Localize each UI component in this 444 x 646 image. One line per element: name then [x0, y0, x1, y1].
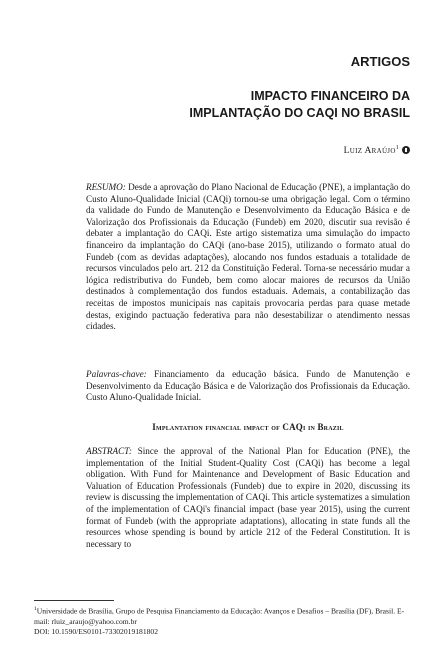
section-label: ARTIGOS — [350, 54, 410, 69]
footnote-divider — [34, 600, 114, 601]
footnote-mark: 1 — [34, 606, 37, 612]
keywords-label: Palavras-chave: — [86, 369, 147, 379]
footnote-affiliation: Universidade de Brasília, Grupo de Pesquisa Financiamento da Educação: Avanços e Desafios – Brasília (DF), Brasil. E-mail: rluiz_araujo@yahoo.com.br — [34, 606, 405, 626]
footnote — [34, 604, 414, 637]
author-footnote-mark: 1 — [395, 145, 399, 151]
title-line-2: IMPLANTAÇÃO DO CAQI NO BRASIL — [189, 106, 410, 120]
author-line — [344, 145, 410, 156]
abstract-text: Since the approval of the National Plan for Education (PNE), the implementation of the Initial Student-Quality Cost (CAQi) has become a legal obligation. With Fund for Maintenance and Development of Basic Education and Valuation of Education Professionals (Fundeb) due to expire in 2020, discussing its review is discussing the implementation of CAQi. This article systematizes a simulation of the implementation of CAQi's financial impact (base year 2015), using the current format of Fundeb (with the appropriate adaptations), allocating in state funds all the resources whose spending is bound by article 212 of the Federal Constitution. It is necessary to — [86, 446, 410, 549]
orcid-icon[interactable] — [402, 146, 410, 154]
resumo-paragraph — [86, 182, 410, 333]
abstract-paragraph — [86, 446, 410, 550]
author-name: Luiz Araújo — [343, 146, 396, 157]
keywords-paragraph — [86, 369, 410, 404]
english-title: Implantation financial impact of CAQi in Brazil — [152, 422, 344, 432]
keywords-text: Financiamento da educação básica. Fundo de Manutenção e Desenvolvimento da Educação Básica e de Valorização dos Profissionais da Educação. Custo Aluno-Qualidade Inicial. — [86, 369, 411, 403]
article-title — [80, 88, 410, 122]
resumo-label: RESUMO: — [86, 182, 126, 192]
abstract-label: ABSTRACT: — [86, 446, 132, 456]
footnote-doi: DOI: 10.1590/ES0101-73302019181802 — [34, 626, 159, 636]
title-line-1: IMPACTO FINANCEIRO DA — [250, 89, 410, 103]
resumo-text: Desde a aprovação do Plano Nacional de Educação (PNE), a implantação do Custo Aluno-Qualidade Inicial (CAQi) tornou-se uma obrigação legal. Com o término da validade do Fundo de Manutenção e Desenvolvimento da Educação Básica e de Valorização dos Profissionais da Educação (Fundeb) em 2020, discutir sua revisão é debater a implantação do CAQi. Este artigo sistematiza uma simulação do impacto financeiro da implantação do CAQi (ano-base 2015), utilizando o formato atual do Fundeb (com as devidas adaptações), alocando nos fundos estaduais a totalidade de recursos vinculados pelo art. 212 da Constituição Federal. Torna-se necessário mudar a lógica redistributiva do Fundeb, bem como alocar maiores de recursos da União destinados à complementação dos fundos estaduais. Ademais, a contabilização das receitas de impostos municipais nas capitais provocaria perdas para quase metade destas, exigindo pactuação federativa para não desestabilizar o atendimento nessas cidades. — [86, 182, 411, 332]
